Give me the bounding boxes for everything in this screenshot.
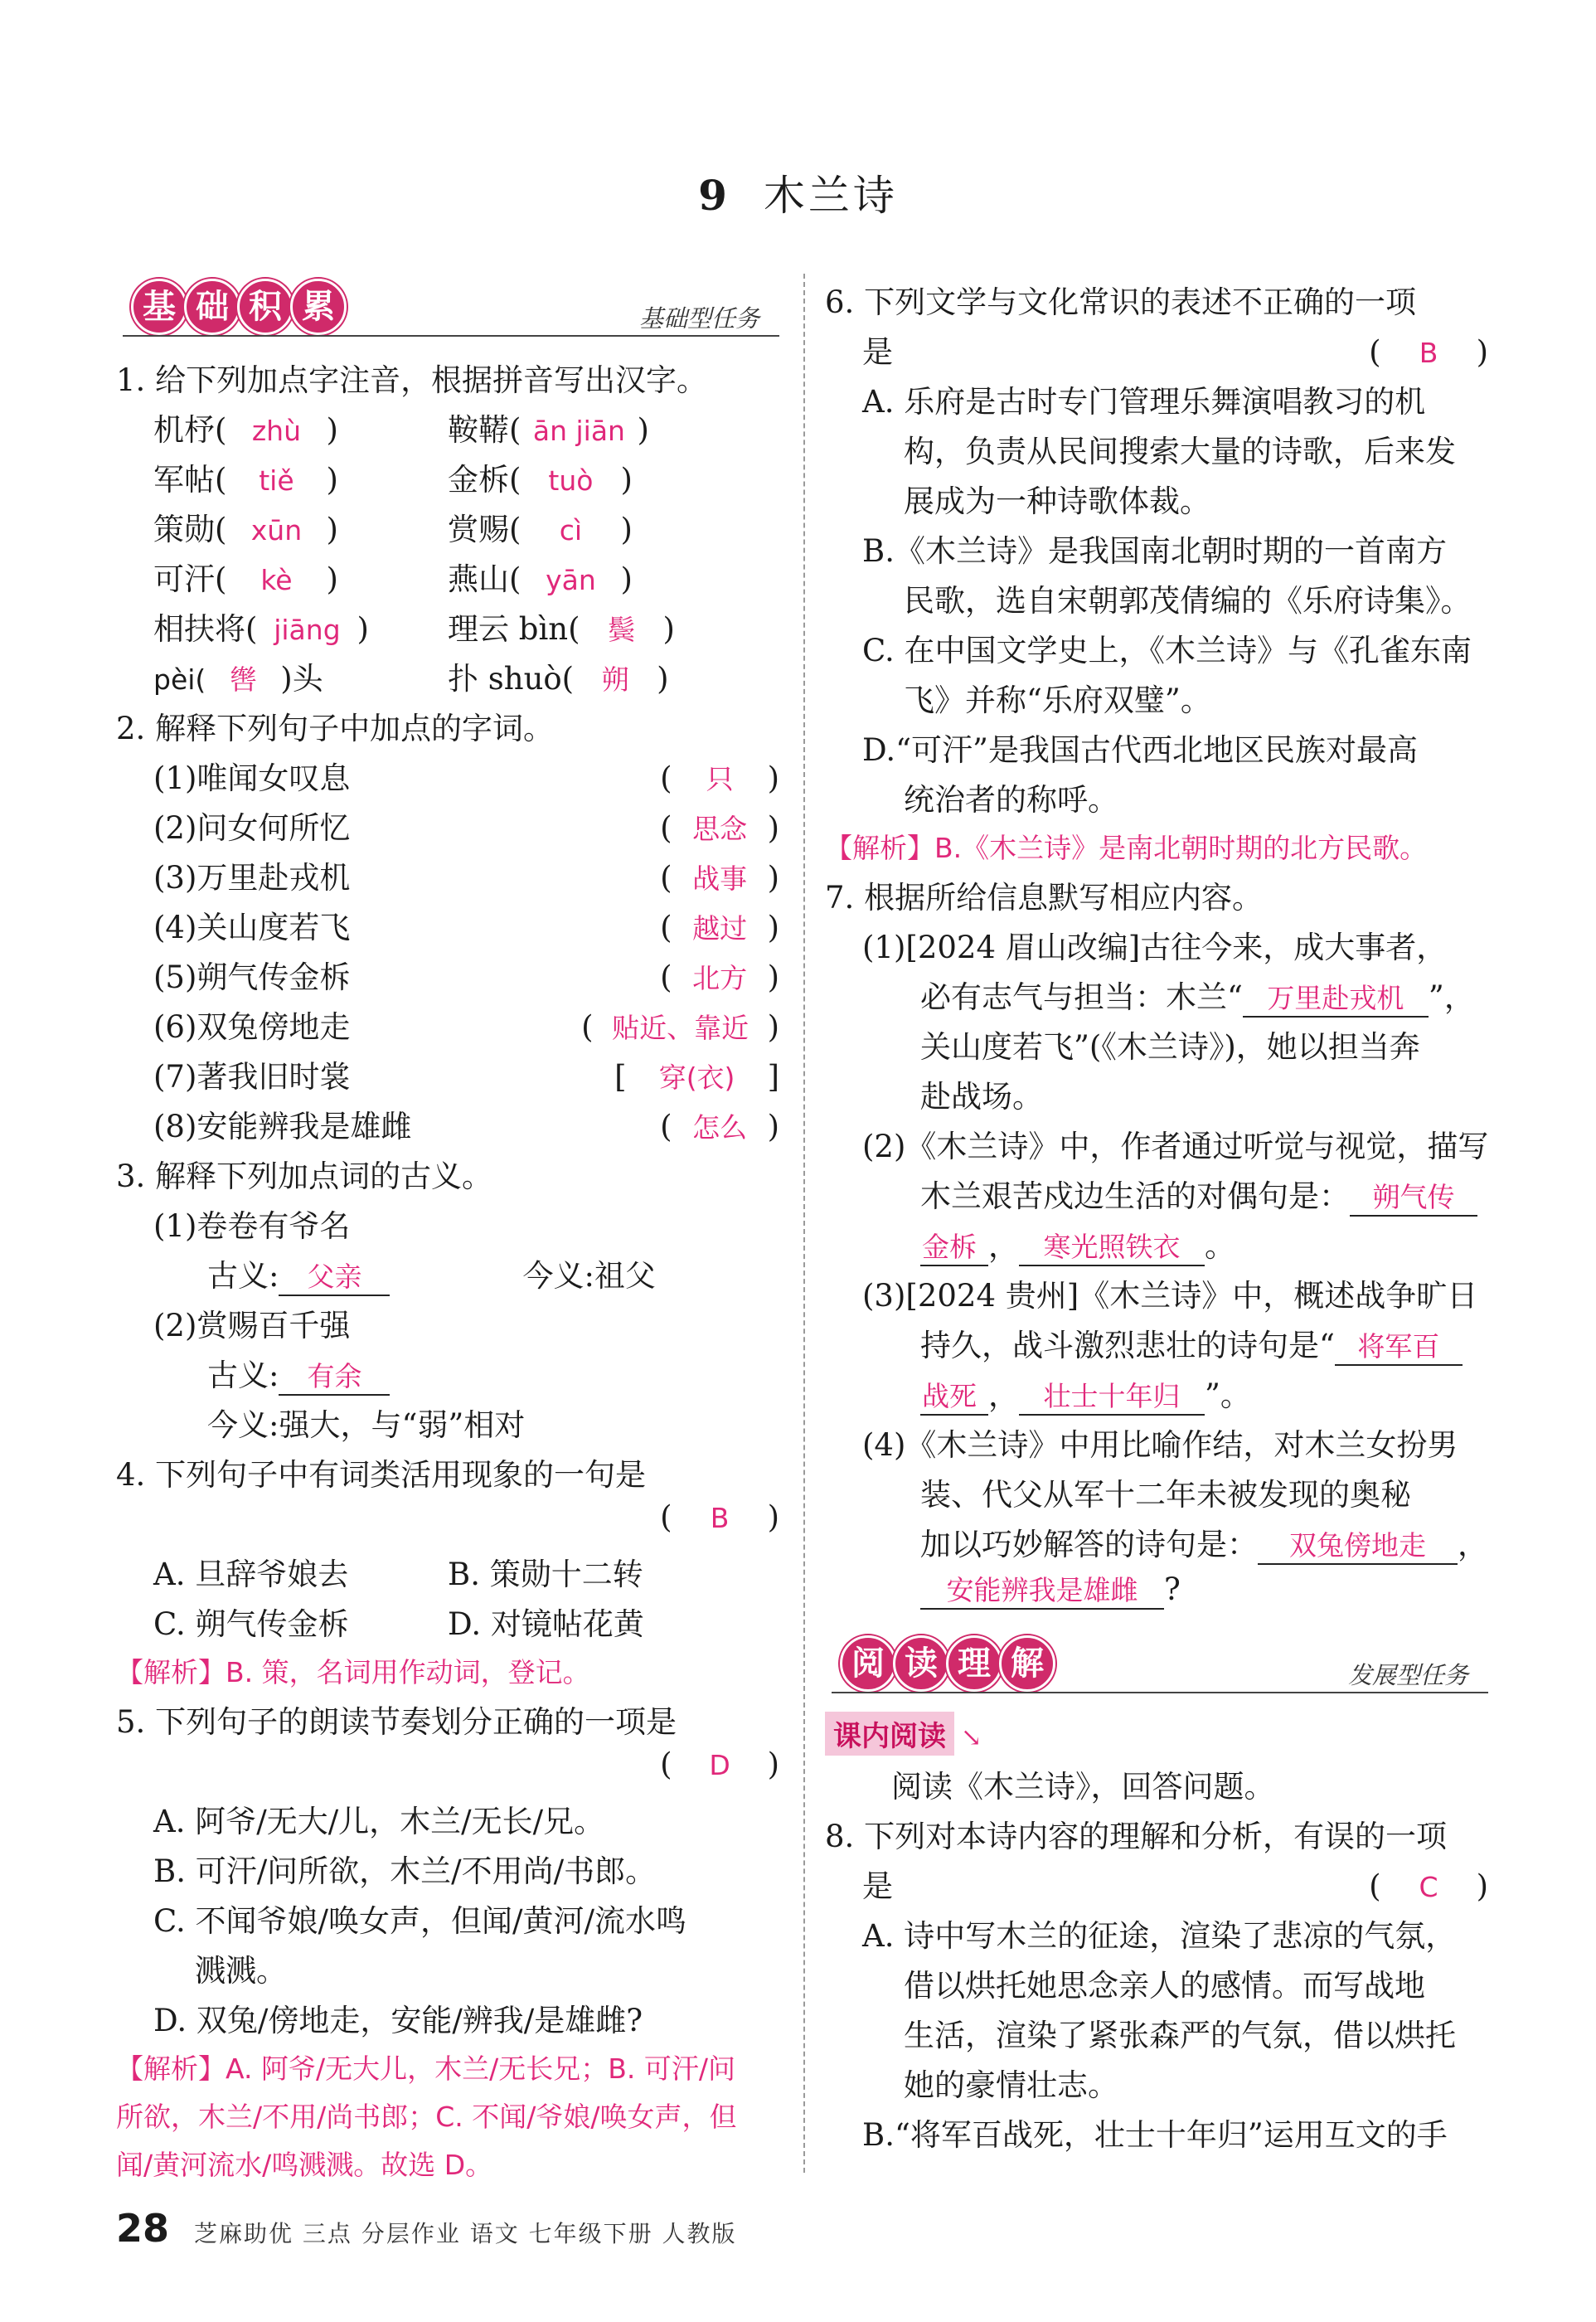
q4-analysis: 【解析】B. 策，名词用作动词，登记。 xyxy=(116,1656,590,1688)
answer: 壮士十年归 xyxy=(1019,1375,1205,1416)
answer: 怎么 xyxy=(692,1111,748,1144)
answer: 将军百 xyxy=(1335,1325,1463,1366)
option-continued: 民歌，选自宋朝郭茂倩编的《乐府诗集》。 xyxy=(904,583,1472,619)
banner-char: 积 xyxy=(237,279,293,335)
q1-stem: 1. 给下列加点字注音，根据拼音写出汉字。 xyxy=(116,362,708,398)
banner-char: 读 xyxy=(893,1635,949,1692)
option-continued: 展成为一种诗歌体裁。 xyxy=(904,483,1210,519)
option: D. 对镜帖花黄 xyxy=(448,1606,644,1642)
page-number: 28 xyxy=(116,2206,170,2251)
banner-rule xyxy=(123,335,779,337)
q1-item: 可汗( kè ) xyxy=(153,561,338,597)
answer: tuò xyxy=(548,464,594,497)
q1-item: 相扶将( jiāng ) xyxy=(153,611,369,647)
reading-label-row xyxy=(825,1712,1488,1761)
q3-stem: 3. 解释下列加点词的古义。 xyxy=(116,1159,493,1194)
column-divider xyxy=(803,274,805,2173)
q2-item: (7)著我旧时裳 [ 穿(衣) ] xyxy=(116,1052,779,1101)
section-banner-reading xyxy=(825,1624,1488,1703)
answer: D xyxy=(709,1749,730,1781)
q3-item-2-gu: 古义: 有余 xyxy=(116,1350,779,1400)
q1-item: 燕山( yān ) xyxy=(448,561,633,597)
q7-part-1-line: 必有志气与担当：木兰“ 万里赴戎机 ”， xyxy=(825,972,1488,1022)
option-continued: 飞》并称“乐府双璧”。 xyxy=(904,683,1211,718)
banner-tag: 发展型任务 xyxy=(1347,1661,1468,1689)
q1-item: 机杼( zhù ) xyxy=(153,412,338,448)
q3-item-2-jin: 今义:强大，与“弱”相对 xyxy=(207,1407,526,1443)
lesson-title xyxy=(0,163,1596,222)
answer: zhù xyxy=(251,415,302,447)
q7-part-3-line: 战死 ， 壮士十年归 ”。 xyxy=(825,1370,1488,1420)
answer: xūn xyxy=(250,514,303,546)
arrow-icon: ↘ xyxy=(961,1723,982,1752)
q1-item: 扑 shuò( 朔 ) xyxy=(448,653,779,703)
q1-item: 金柝( tuò ) xyxy=(448,462,633,498)
banner-rule xyxy=(832,1692,1488,1693)
answer: ān jiān xyxy=(532,415,625,447)
answer: 安能辨我是雄雌 xyxy=(920,1569,1164,1610)
q2-item: (8)安能辨我是雄雌 ( 怎么 ) xyxy=(116,1101,779,1151)
banner-char: 解 xyxy=(999,1635,1055,1692)
q4-answer-line: ( B ) xyxy=(660,1499,779,1535)
left-column xyxy=(116,267,779,2189)
q7-part-1: (1)[2024 眉山改编]古往今来，成大事者， xyxy=(862,930,1448,965)
q2-item: (6)双兔傍地走 ( 贴近、靠近 ) xyxy=(116,1002,779,1052)
option-continued: 生活，渲染了紧张森严的气氛，借以烘托 xyxy=(904,2018,1456,2053)
answer: 金柝 xyxy=(920,1226,988,1266)
option-continued: 溅溅。 xyxy=(195,1953,287,1989)
q4-options xyxy=(116,1549,779,1649)
banner-char: 累 xyxy=(290,279,347,335)
answer: 越过 xyxy=(692,912,748,945)
right-column xyxy=(825,267,1488,2159)
option: A. 旦辞爷娘去 xyxy=(153,1557,349,1592)
banner-char: 阅 xyxy=(840,1635,896,1692)
option: B.“将军百战死，壮士十年归”运用互文的手 xyxy=(862,2117,1448,2153)
q7-part-2: (2)《木兰诗》中，作者通过听觉与视觉，描写 xyxy=(862,1129,1489,1164)
banner-title xyxy=(131,279,343,335)
q7-part-4-line: 加以巧妙解答的诗句是： 双兔傍地走 ， xyxy=(825,1519,1488,1569)
answer: 朔 xyxy=(601,663,629,696)
answer: 北方 xyxy=(692,962,748,994)
answer: B xyxy=(710,1502,730,1534)
q2-item: (5)朔气传金柝 ( 北方 ) xyxy=(116,952,779,1002)
answer: 鬓 xyxy=(608,614,636,646)
q5-analysis-line: 所欲，木兰/不用/尚书郎；C. 不闻/爷娘/唤女声，但 xyxy=(116,2101,737,2133)
q2-item: (3)万里赴戎机 ( 战事 ) xyxy=(116,853,779,902)
q1-grid xyxy=(116,405,779,703)
q7-part-3-line: 持久，战斗激烈悲壮的诗句是“ 将军百 xyxy=(825,1320,1488,1370)
option: D. 双兔/傍地走，安能/辨我/是雄雌? xyxy=(153,2003,643,2038)
q3-item-2: (2)赏赐百千强 xyxy=(153,1308,351,1343)
lesson-name: 木兰诗 xyxy=(763,172,898,220)
q2-item: (4)关山度若飞 ( 越过 ) xyxy=(116,902,779,952)
q7-part-2-line: 木兰艰苦戍边生活的对偶句是： 朔气传 xyxy=(825,1171,1488,1221)
q2-item: (2)问女何所忆 ( 思念 ) xyxy=(116,803,779,853)
option: B.《木兰诗》是我国南北朝时期的一首南方 xyxy=(862,533,1447,569)
answer: yān xyxy=(546,564,596,596)
q3-item-1: (1)卷卷有爷名 xyxy=(153,1208,351,1244)
q1-item: 军帖( tiě ) xyxy=(153,462,338,498)
q7-part-4: (4)《木兰诗》中用比喻作结，对木兰女扮男 xyxy=(862,1427,1458,1463)
answer: B xyxy=(1419,337,1438,369)
reading-intro: 阅读《木兰诗》，回答问题。 xyxy=(891,1769,1275,1805)
option-continued: 构，负责从民间搜索大量的诗歌，后来发 xyxy=(904,434,1456,469)
banner-char: 础 xyxy=(184,279,240,335)
q5-stem: 5. 下列句子的朗读节奏划分正确的一项是 xyxy=(116,1704,677,1740)
q1-item: 鞍鞯( ān jiān ) xyxy=(448,412,649,448)
option-continued: 她的豪情壮志。 xyxy=(904,2067,1118,2103)
q1-item: 策勋( xūn ) xyxy=(153,512,338,547)
q5-analysis-line: 闻/黄河流水/鸣溅溅。故选 D。 xyxy=(116,2149,493,2181)
option: C. 在中国文学史上，《木兰诗》与《孔雀东南 xyxy=(862,633,1472,668)
q5-analysis-line: 【解析】A. 阿爷/无大儿，木兰/无长兄；B. 可汗/问 xyxy=(116,2052,735,2085)
answer: 贴近、靠近 xyxy=(612,1012,749,1044)
answer: 朔气传 xyxy=(1350,1176,1477,1217)
q2-stem: 2. 解释下列句子中加点的字词。 xyxy=(116,711,555,746)
banner-char: 基 xyxy=(131,279,187,335)
section-banner-basic xyxy=(116,267,779,347)
answer: C xyxy=(1419,1871,1438,1903)
answer: 万里赴戎机 xyxy=(1243,977,1429,1018)
answer: tiě xyxy=(259,464,294,497)
q6-stem-2: 是 ( B ) xyxy=(862,334,1488,370)
answer: 只 xyxy=(706,763,734,795)
q7-part-1-line: 赴战场。 xyxy=(920,1079,1043,1115)
answer: cì xyxy=(559,514,583,546)
answer: jiāng xyxy=(274,614,341,646)
lesson-number: 9 xyxy=(698,171,730,220)
answer: 战死 xyxy=(920,1375,988,1416)
page-footer xyxy=(116,2206,737,2251)
banner-title xyxy=(840,1635,1052,1692)
book-info: 芝麻助优 三点 分层作业 语文 七年级下册 人教版 xyxy=(194,2220,737,2247)
answer: kè xyxy=(260,564,293,596)
answer: 父亲 xyxy=(279,1256,390,1296)
q2-item: (1)唯闻女叹息 ( 只 ) xyxy=(116,753,779,803)
answer: 寒光照铁衣 xyxy=(1019,1226,1205,1266)
answer: 有余 xyxy=(279,1355,390,1396)
q1-item: 理云 bìn( 鬓 ) xyxy=(448,604,779,653)
q1-item: 赏赐( cì ) xyxy=(448,512,633,547)
answer: 思念 xyxy=(692,813,748,845)
q3-item-1-meanings: 古义: 父亲 今义:祖父 xyxy=(116,1251,779,1300)
q7-part-3: (3)[2024 贵州]《木兰诗》中，概述战争旷日 xyxy=(862,1278,1478,1314)
option: A. 乐府是古时专门管理乐舞演唱教习的机 xyxy=(862,384,1426,420)
answer: 战事 xyxy=(692,862,748,895)
option: B. 可汗/问所欲，木兰/不用尚/书郎。 xyxy=(153,1853,657,1889)
option: C. 朔气传金柝 xyxy=(153,1606,349,1642)
q6-analysis: 【解析】B.《木兰诗》是南北朝时期的北方民歌。 xyxy=(825,832,1428,864)
answer: 双兔傍地走 xyxy=(1258,1524,1458,1565)
option: A. 诗中写木兰的征途，渲染了悲凉的气氛， xyxy=(862,1918,1457,1954)
option: A. 阿爷/无大/儿，木兰/无长/兄。 xyxy=(153,1804,605,1839)
q7-part-4-line: 装、代父从军十二年未被发现的奥秘 xyxy=(920,1477,1411,1513)
q4-stem: 4. 下列句子中有词类活用现象的一句是 xyxy=(116,1457,647,1493)
q7-part-1-line: 关山度若飞”(《木兰诗》)，她以担当奔 xyxy=(920,1029,1420,1065)
answer: 穿(衣) xyxy=(658,1061,735,1094)
answer: 辔 xyxy=(229,663,257,696)
q7-part-2-line: 金柝 ， 寒光照铁衣 。 xyxy=(825,1221,1488,1270)
option-continued: 统治者的称呼。 xyxy=(904,782,1118,818)
q7-stem: 7. 根据所给信息默写相应内容。 xyxy=(825,880,1264,916)
q6-stem: 6. 下列文学与文化常识的表述不正确的一项 xyxy=(825,284,1417,320)
reading-label: 课内阅读 xyxy=(825,1712,954,1756)
q1-item: pèi( 辔 )头 xyxy=(116,653,448,703)
banner-tag: 基础型任务 xyxy=(638,304,759,333)
q8-stem-2: 是 ( C ) xyxy=(862,1868,1488,1904)
q7-part-4-line: 安能辨我是雄雌 ? xyxy=(825,1569,1488,1619)
q8-stem: 8. 下列对本诗内容的理解和分析，有误的一项 xyxy=(825,1819,1448,1854)
q5-answer-line: ( D ) xyxy=(660,1746,779,1782)
option: C. 不闻爷娘/唤女声，但闻/黄河/流水鸣 xyxy=(153,1903,686,1939)
banner-char: 理 xyxy=(946,1635,1002,1692)
option: B. 策勋十二转 xyxy=(448,1557,643,1592)
option: D.“可汗”是我国古代西北地区民族对最高 xyxy=(862,732,1418,768)
option-continued: 借以烘托她思念亲人的感情。而写战地 xyxy=(904,1968,1425,2004)
